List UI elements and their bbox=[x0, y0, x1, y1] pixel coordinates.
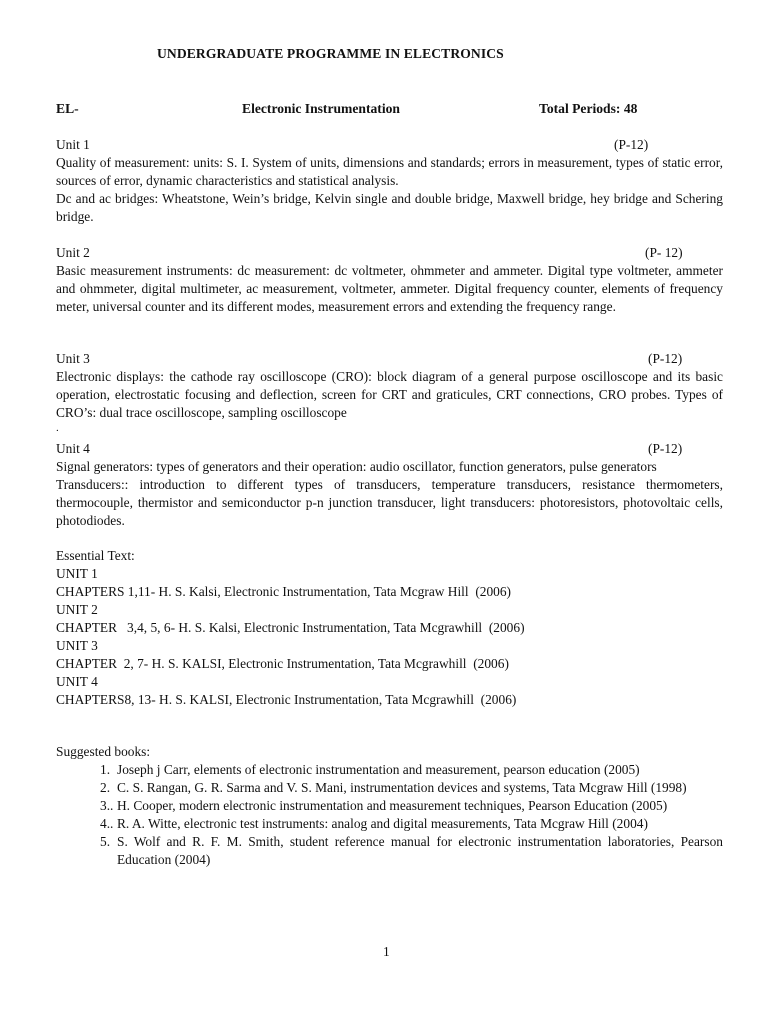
unit-1-section bbox=[56, 136, 723, 226]
list-item bbox=[100, 797, 723, 815]
programme-title: UNDERGRADUATE PROGRAMME IN ELECTRONICS bbox=[157, 46, 504, 61]
essential-unit-label: UNIT 3 bbox=[56, 638, 98, 653]
unit-paragraph: Quality of measurement: units: S. I. System of units, dimensions and standards; errors in measurement, types of static error, sources of error, dynamic characteristics and statistical analysis. bbox=[56, 155, 723, 188]
list-item bbox=[100, 779, 723, 797]
list-item bbox=[100, 815, 723, 833]
suggested-books-heading: Suggested books: bbox=[56, 744, 151, 759]
list-number: 2. bbox=[100, 780, 111, 795]
unit-title: Unit 2 bbox=[56, 245, 90, 260]
unit-periods: (P-12) bbox=[648, 441, 683, 456]
unit-4-section bbox=[56, 440, 723, 530]
essential-unit-label: UNIT 4 bbox=[56, 674, 98, 689]
unit-paragraph: Basic measurement instruments: dc measurement: dc voltmeter, ohmmeter and ammeter. Digital type voltmeter, ammeter and ohmmeter, digital multimeter, ac measurement, voltmeter, ammeter. Digital frequency counter, elements of frequency meter, universal counter and its different modes, measurement errors and extending the frequency range. bbox=[56, 263, 723, 314]
stray-period-mark: . bbox=[56, 422, 59, 434]
book-reference: C. S. Rangan, G. R. Sarma and V. S. Mani, instrumentation devices and systems, Tata Mcgraw Hill (1998) bbox=[117, 780, 687, 795]
list-number: 4.. bbox=[100, 816, 114, 831]
book-reference: Joseph j Carr, elements of electronic instrumentation and measurement, pearson education (2005) bbox=[117, 762, 640, 777]
unit-paragraph: Dc and ac bridges: Wheatstone, Wein’s bridge, Kelvin single and double bridge, Maxwell bridge, hey bridge and Schering bridge. bbox=[56, 191, 723, 224]
essential-reference: CHAPTERS8, 13- H. S. KALSI, Electronic Instrumentation, Tata Mcgrawhill (2006) bbox=[56, 692, 517, 707]
book-reference: H. Cooper, modern electronic instrumentation and measurement techniques, Pearson Education (2005) bbox=[117, 798, 668, 813]
essential-reference: CHAPTER 2, 7- H. S. KALSI, Electronic Instrumentation, Tata Mcgrawhill (2006) bbox=[56, 656, 509, 671]
course-code: EL- bbox=[56, 101, 79, 116]
essential-reference: CHAPTER 3,4, 5, 6- H. S. Kalsi, Electronic Instrumentation, Tata Mcgrawhill (2006) bbox=[56, 620, 525, 635]
book-reference: S. Wolf and R. F. M. Smith, student reference manual for electronic instrumentation laboratories, Pearson Education (2004) bbox=[117, 834, 723, 867]
unit-periods: (P- 12) bbox=[645, 245, 683, 260]
essential-unit-label: UNIT 2 bbox=[56, 602, 98, 617]
essential-reference: CHAPTERS 1,11- H. S. Kalsi, Electronic Instrumentation, Tata Mcgraw Hill (2006) bbox=[56, 584, 512, 599]
book-reference: R. A. Witte, electronic test instruments: analog and digital measurements, Tata Mcgraw Hill (2004) bbox=[117, 816, 648, 831]
essential-text-heading: Essential Text: bbox=[56, 548, 135, 563]
unit-paragraph: Transducers:: introduction to different types of transducers, temperature transducers, resistance thermometers, thermocouple, thermistor and semiconductor p-n junction transducer, light transducers: photoresistors, photovoltaic cells, photodiodes. bbox=[56, 477, 723, 528]
course-name: Electronic Instrumentation bbox=[242, 101, 400, 116]
essential-text-section bbox=[56, 547, 736, 709]
page-number: 1 bbox=[383, 944, 390, 959]
unit-title: Unit 3 bbox=[56, 351, 90, 366]
list-number: 3.. bbox=[100, 798, 114, 813]
total-periods: Total Periods: 48 bbox=[539, 101, 638, 116]
unit-2-section bbox=[56, 244, 723, 316]
list-number: 5. bbox=[100, 834, 111, 849]
suggested-books-list bbox=[100, 761, 723, 869]
essential-unit-label: UNIT 1 bbox=[56, 566, 98, 581]
list-item bbox=[100, 761, 723, 779]
course-header bbox=[56, 101, 723, 119]
list-item bbox=[100, 833, 723, 869]
list-number: 1. bbox=[100, 762, 111, 777]
unit-3-section bbox=[56, 350, 723, 434]
unit-periods: (P-12) bbox=[648, 351, 683, 366]
unit-title: Unit 1 bbox=[56, 137, 90, 152]
unit-title: Unit 4 bbox=[56, 441, 90, 456]
unit-paragraph: Signal generators: types of generators and their operation: audio oscillator, function generators, pulse generators bbox=[56, 459, 657, 474]
unit-paragraph: Electronic displays: the cathode ray oscilloscope (CRO): block diagram of a general purpose oscilloscope and its basic operation, electrostatic focusing and deflection, screen for CRT and graticules, CRT connections, CRO probes. Types of CRO’s: dual trace oscilloscope, sampling oscilloscope bbox=[56, 369, 723, 420]
unit-periods: (P-12) bbox=[614, 137, 649, 152]
